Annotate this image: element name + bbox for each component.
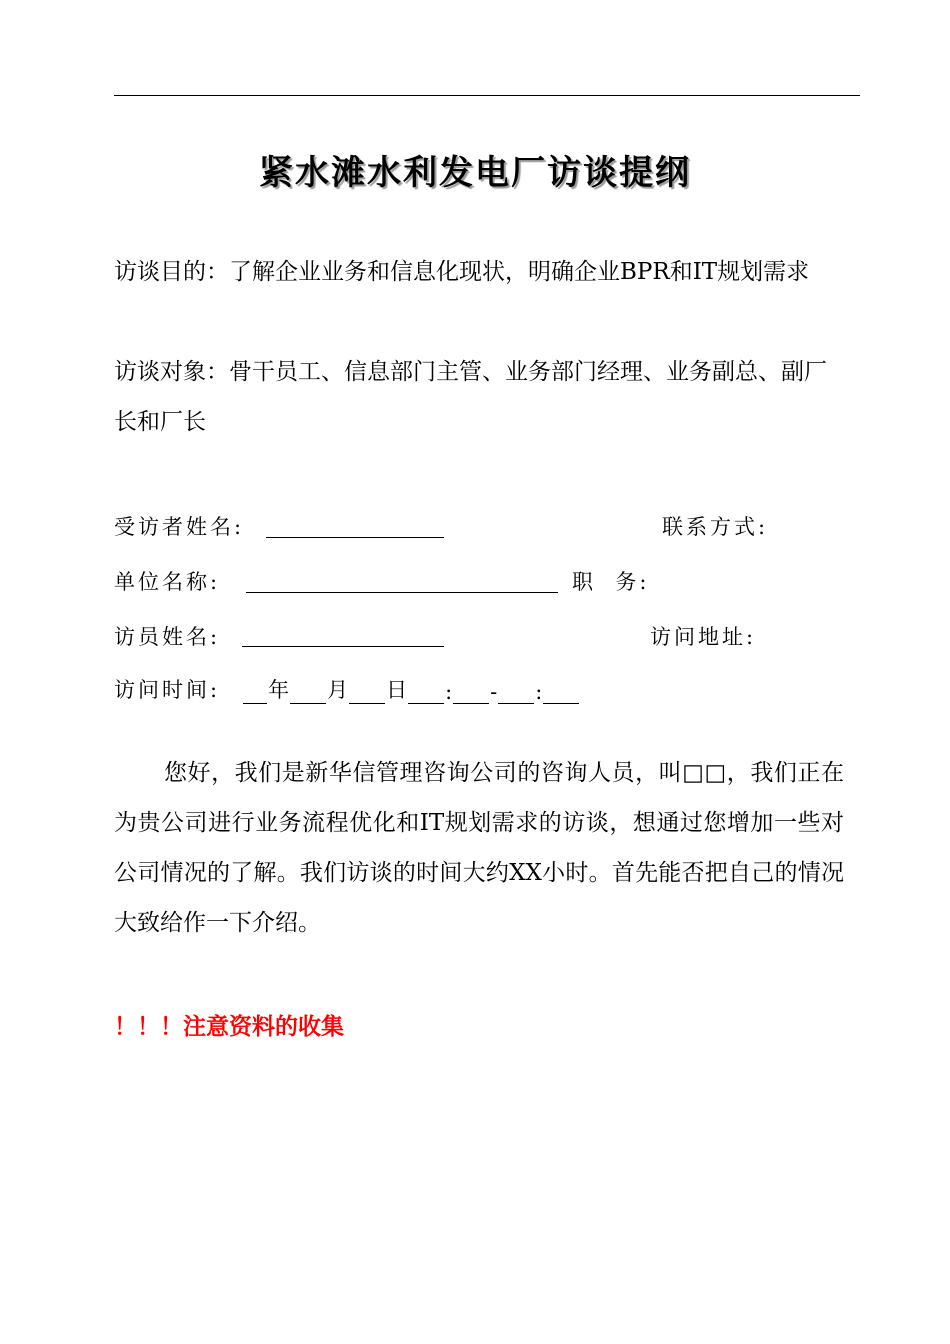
document-title: 紧水滩水利发电厂访谈提纲 [259,153,691,193]
day-unit: 日 [386,678,408,702]
address-label: 访问地址: [650,625,757,649]
end-colon: : [535,680,543,704]
year-unit: 年 [268,678,290,702]
contact-label: 联系方式: [662,515,769,539]
note-text: ！！！注意资料的收集 [114,1014,344,1040]
start-minute-blank[interactable] [453,679,489,704]
start-colon: : [445,680,453,704]
start-hour-blank[interactable] [408,679,444,704]
end-hour-blank[interactable] [498,679,534,704]
interviewer-name-label: 访员姓名: [114,625,221,649]
visit-time-row [114,674,580,704]
unit-name-label: 单位名称: [114,570,221,594]
unit-name-blank[interactable] [246,592,558,593]
day-blank[interactable] [349,679,385,704]
interview-purpose: 访谈目的：了解企业业务和信息化现状，明确企业BPR和IT规划需求 [114,259,810,285]
month-blank[interactable] [290,679,326,704]
year-blank[interactable] [243,679,267,704]
header-rule [114,95,860,96]
intro-paragraph: 您好，我们是新华信管理咨询公司的咨询人员，叫□□，我们正在为贵公司进行业务流程优化和IT规划需求的访谈，想通过您增加一些对公司情况的了解。我们访谈的时间大约XX小时。首先能否把自己的情况大致给作一下介绍。 [114,760,844,936]
month-unit: 月 [327,678,349,702]
interviewee-name-blank[interactable] [266,537,444,538]
interview-target: 访谈对象：骨干员工、信息部门主管、业务部门经理、业务副总、副厂长和厂长 [114,359,827,435]
interviewee-name-label: 受访者姓名: [114,515,245,539]
time-dash: - [490,680,498,704]
position-label: 职 务: [572,570,650,594]
interviewer-name-blank[interactable] [242,646,444,647]
end-minute-blank[interactable] [543,679,579,704]
visit-time-label: 访问时间: [114,678,221,702]
